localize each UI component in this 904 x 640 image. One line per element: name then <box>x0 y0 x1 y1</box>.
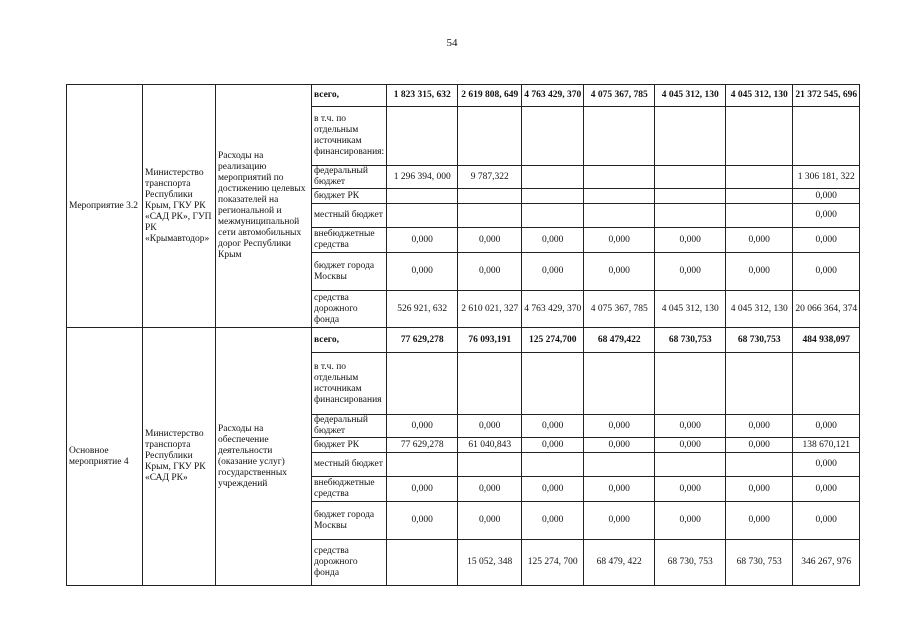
total-value-cell: 4 075 367, 785 <box>584 85 655 107</box>
source-label-cell: бюджет РК <box>312 189 387 204</box>
empty-cell <box>584 353 655 415</box>
source-value-cell: 0,000 <box>584 228 655 253</box>
source-value-cell: 0,000 <box>726 502 793 540</box>
description-cell: Расходы на обеспечение деятельности (оказание услуг) государственных учреждений <box>216 328 312 586</box>
source-value-cell: 0,000 <box>655 415 726 438</box>
source-value-cell <box>387 204 458 228</box>
empty-cell <box>387 107 458 166</box>
total-value-cell: 1 823 315, 632 <box>387 85 458 107</box>
source-label-cell: бюджет города Москвы <box>312 253 387 291</box>
source-value-cell <box>522 166 584 189</box>
source-value-cell: 0,000 <box>793 453 860 477</box>
empty-cell <box>793 353 860 415</box>
source-value-cell: 0,000 <box>655 502 726 540</box>
source-label-cell: федеральный бюджет <box>312 166 387 189</box>
source-value-cell <box>584 189 655 204</box>
source-value-cell: 15 052, 348 <box>458 540 522 586</box>
total-value-cell: 4 045 312, 130 <box>726 85 793 107</box>
source-value-cell: 0,000 <box>726 228 793 253</box>
source-value-cell <box>726 189 793 204</box>
source-value-cell <box>522 189 584 204</box>
source-value-cell: 4 763 429, 370 <box>522 291 584 328</box>
empty-cell <box>458 107 522 166</box>
source-label-cell: средства дорожного фонда <box>312 291 387 328</box>
source-value-cell: 0,000 <box>458 253 522 291</box>
source-value-cell: 0,000 <box>655 228 726 253</box>
source-value-cell: 68 730, 753 <box>726 540 793 586</box>
source-value-cell: 0,000 <box>387 477 458 502</box>
source-label-cell: бюджет города Москвы <box>312 502 387 540</box>
source-value-cell: 0,000 <box>458 415 522 438</box>
source-value-cell: 0,000 <box>458 502 522 540</box>
funding-table-body <box>67 85 860 586</box>
empty-cell <box>726 107 793 166</box>
source-value-cell: 526 921, 632 <box>387 291 458 328</box>
source-value-cell: 0,000 <box>584 415 655 438</box>
source-value-cell: 0,000 <box>726 438 793 453</box>
empty-cell <box>522 353 584 415</box>
empty-cell <box>726 353 793 415</box>
source-value-cell <box>458 204 522 228</box>
source-value-cell: 0,000 <box>793 228 860 253</box>
source-label-cell: местный бюджет <box>312 453 387 477</box>
source-value-cell: 77 629,278 <box>387 438 458 453</box>
source-value-cell: 0,000 <box>458 228 522 253</box>
source-value-cell: 0,000 <box>522 438 584 453</box>
source-value-cell: 0,000 <box>522 228 584 253</box>
description-cell: Расходы на реализацию мероприятий по достижению целевых показателей на региональной и межмуниципальной сети автомобильных дорог Республики Крым <box>216 85 312 328</box>
empty-cell <box>387 353 458 415</box>
source-value-cell: 0,000 <box>522 477 584 502</box>
source-value-cell: 0,000 <box>387 502 458 540</box>
source-value-cell <box>655 166 726 189</box>
source-value-cell <box>726 204 793 228</box>
table-row <box>67 328 860 353</box>
source-value-cell <box>655 453 726 477</box>
source-value-cell: 0,000 <box>793 502 860 540</box>
source-value-cell: 9 787,322 <box>458 166 522 189</box>
total-value-cell: 77 629,278 <box>387 328 458 353</box>
source-value-cell: 138 670,121 <box>793 438 860 453</box>
source-value-cell <box>458 453 522 477</box>
source-value-cell: 0,000 <box>522 253 584 291</box>
empty-cell <box>522 107 584 166</box>
empty-cell <box>655 353 726 415</box>
source-value-cell: 0,000 <box>584 502 655 540</box>
source-value-cell <box>387 189 458 204</box>
source-value-cell: 0,000 <box>655 477 726 502</box>
source-value-cell: 0,000 <box>522 415 584 438</box>
source-value-cell: 0,000 <box>793 189 860 204</box>
source-label-cell: внебюджетные средства <box>312 477 387 502</box>
source-value-cell: 4 045 312, 130 <box>655 291 726 328</box>
source-value-cell <box>387 540 458 586</box>
total-value-cell: 4 045 312, 130 <box>655 85 726 107</box>
source-value-cell <box>655 204 726 228</box>
source-value-cell: 0,000 <box>584 438 655 453</box>
source-value-cell <box>522 204 584 228</box>
incl-label-cell: в т.ч. по отдельным источникам финансирования <box>312 353 387 415</box>
source-value-cell <box>584 166 655 189</box>
source-value-cell: 0,000 <box>387 415 458 438</box>
source-value-cell: 0,000 <box>726 477 793 502</box>
source-value-cell: 0,000 <box>793 477 860 502</box>
source-value-cell: 61 040,843 <box>458 438 522 453</box>
total-value-cell: 21 372 545, 696 <box>793 85 860 107</box>
source-value-cell: 0,000 <box>655 253 726 291</box>
source-label-cell: местный бюджет <box>312 204 387 228</box>
total-value-cell: 484 938,097 <box>793 328 860 353</box>
source-value-cell: 20 066 364, 374 <box>793 291 860 328</box>
source-value-cell <box>584 453 655 477</box>
source-label-cell: средства дорожного фонда <box>312 540 387 586</box>
source-value-cell: 0,000 <box>584 253 655 291</box>
event-name-cell: Мероприятие 3.2 <box>67 85 143 328</box>
source-value-cell: 0,000 <box>793 253 860 291</box>
total-value-cell: 68 730,753 <box>726 328 793 353</box>
source-value-cell: 0,000 <box>726 253 793 291</box>
source-value-cell: 0,000 <box>387 228 458 253</box>
source-value-cell: 0,000 <box>387 253 458 291</box>
total-label-cell: всего, <box>312 85 387 107</box>
funding-table <box>66 84 860 586</box>
source-value-cell: 0,000 <box>726 415 793 438</box>
source-value-cell: 1 306 181, 322 <box>793 166 860 189</box>
source-value-cell: 4 045 312, 130 <box>726 291 793 328</box>
source-value-cell: 0,000 <box>793 415 860 438</box>
source-value-cell: 125 274, 700 <box>522 540 584 586</box>
source-value-cell: 0,000 <box>458 477 522 502</box>
total-value-cell: 2 619 808, 649 <box>458 85 522 107</box>
source-value-cell <box>522 453 584 477</box>
table-row <box>67 85 860 107</box>
source-value-cell: 0,000 <box>584 477 655 502</box>
page-number: 54 <box>446 37 458 49</box>
source-label-cell: бюджет РК <box>312 438 387 453</box>
source-value-cell: 2 610 021, 327 <box>458 291 522 328</box>
empty-cell <box>655 107 726 166</box>
executor-cell: Министерство транспорта Республики Крым, ГКУ РК «САД РК» <box>143 328 216 586</box>
source-value-cell: 0,000 <box>522 502 584 540</box>
total-label-cell: всего, <box>312 328 387 353</box>
total-value-cell: 68 730,753 <box>655 328 726 353</box>
source-value-cell: 1 296 394, 000 <box>387 166 458 189</box>
source-value-cell: 4 075 367, 785 <box>584 291 655 328</box>
source-value-cell <box>655 189 726 204</box>
event-name-cell: Основное мероприятие 4 <box>67 328 143 586</box>
source-value-cell <box>458 189 522 204</box>
source-value-cell: 346 267, 976 <box>793 540 860 586</box>
total-value-cell: 76 093,191 <box>458 328 522 353</box>
source-label-cell: федеральный бюджет <box>312 415 387 438</box>
empty-cell <box>458 353 522 415</box>
source-value-cell: 68 479, 422 <box>584 540 655 586</box>
source-value-cell <box>726 166 793 189</box>
empty-cell <box>793 107 860 166</box>
total-value-cell: 4 763 429, 370 <box>522 85 584 107</box>
empty-cell <box>584 107 655 166</box>
total-value-cell: 68 479,422 <box>584 328 655 353</box>
source-value-cell <box>584 204 655 228</box>
incl-label-cell: в т.ч. по отдельным источникам финансирования: <box>312 107 387 166</box>
source-label-cell: внебюджетные средства <box>312 228 387 253</box>
executor-cell: Министерство транспорта Республики Крым, ГКУ РК «САД РК», ГУП РК «Крымавтодор» <box>143 85 216 328</box>
source-value-cell <box>387 453 458 477</box>
source-value-cell: 0,000 <box>655 438 726 453</box>
source-value-cell: 0,000 <box>793 204 860 228</box>
source-value-cell: 68 730, 753 <box>655 540 726 586</box>
total-value-cell: 125 274,700 <box>522 328 584 353</box>
source-value-cell <box>726 453 793 477</box>
